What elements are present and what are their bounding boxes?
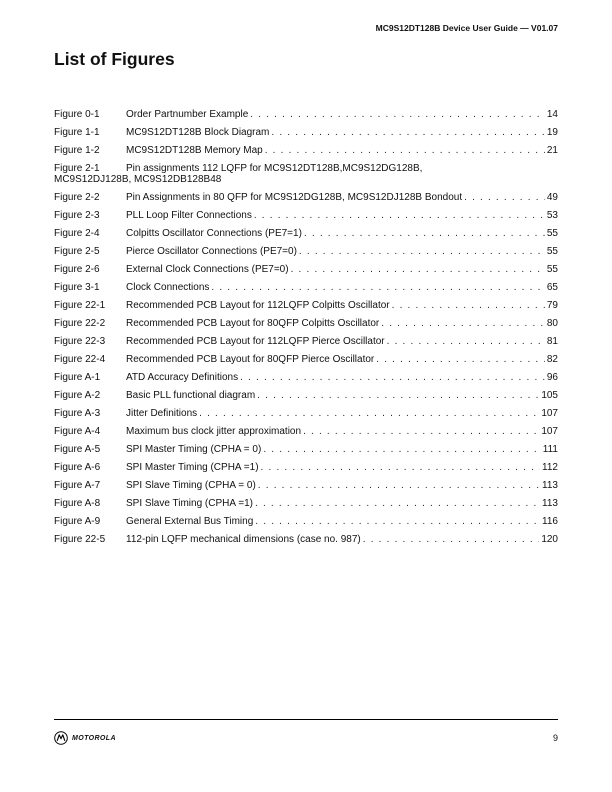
dot-leader [199,408,539,420]
figure-title: Colpitts Oscillator Connections (PE7=1) [126,228,302,239]
figure-page-number: 80 [546,318,558,329]
figure-entry[interactable] [54,372,558,390]
dot-leader [387,336,545,348]
figure-title: Recommended PCB Layout for 80QFP Colpitts Oscillator [126,318,380,329]
footer-logo [54,731,116,745]
figure-entry[interactable] [54,408,558,426]
figure-page-number: 65 [546,282,558,293]
figure-label: Figure 1-2 [54,145,100,156]
figure-entry[interactable] [54,127,558,145]
figure-label: Figure 2-2 [54,192,100,203]
figure-page-number: 107 [541,426,558,437]
figure-page-number: 19 [546,127,558,138]
figure-label: Figure A-9 [54,516,101,527]
motorola-logo-icon [54,731,68,745]
figure-page-number: 116 [542,516,558,527]
dot-leader [363,534,540,546]
figure-page-number: 113 [542,480,558,491]
figure-entry[interactable] [54,534,558,552]
figure-page-number: 105 [541,390,558,401]
dot-leader [265,145,545,157]
dot-leader [304,228,545,240]
figure-title: SPI Slave Timing (CPHA = 0) [126,480,256,491]
dot-leader [258,480,540,492]
figure-entry[interactable] [54,498,558,516]
logo-wordmark: MOTOROLA [72,734,116,742]
figure-page-number: 55 [546,246,558,257]
figure-entry[interactable] [54,390,558,408]
figure-page-number: 111 [542,444,558,455]
figure-title: Clock Connections [126,282,210,293]
figure-label: Figure A-4 [54,426,101,437]
dot-leader [303,426,539,438]
figure-page-number: 55 [546,264,558,275]
figure-page-number: 96 [546,372,558,383]
figure-entry[interactable] [54,426,558,444]
figure-label: Figure A-2 [54,390,101,401]
figure-title: Jitter Definitions [126,408,198,419]
figure-title: Order Partnumber Example [126,109,249,120]
figure-label: Figure 3-1 [54,282,100,293]
figure-label: Figure 22-3 [54,336,106,347]
figure-title: SPI Master Timing (CPHA =1) [126,462,259,473]
figure-entry[interactable] [54,480,558,498]
dot-leader [464,192,545,204]
page-number: 9 [552,733,558,743]
figure-title: MC9S12DT128B Block Diagram [126,127,270,138]
figure-title: MC9S12DT128B Memory Map [126,145,263,156]
figure-title: 112-pin LQFP mechanical dimensions (case no. 987) [126,534,361,545]
figure-label: Figure 0-1 [54,109,100,120]
figure-page-number: 82 [546,354,558,365]
dot-leader [211,282,545,294]
figure-entry[interactable] [54,264,558,282]
running-header: MC9S12DT128B Device User Guide — V01.07 [375,23,558,33]
dot-leader [392,300,545,312]
figure-page-number: 113 [542,498,558,509]
figure-title: Pin Assignments in 80 QFP for MC9S12DG128B, MC9S12DJ128B Bondout [126,192,463,203]
dot-leader [254,210,545,222]
figure-title: Recommended PCB Layout for 112LQFP Pierce Oscillator [126,336,385,347]
figure-entry[interactable] [54,210,558,228]
dot-leader [291,264,545,276]
figure-entry[interactable] [54,192,558,210]
figure-page-number: 53 [546,210,558,221]
figure-entry[interactable] [54,163,558,192]
figure-label: Figure A-3 [54,408,101,419]
figure-page-number: 49 [546,192,558,203]
figure-page-number: 55 [546,228,558,239]
figure-entry[interactable] [54,145,558,163]
footer-divider [54,719,558,720]
figure-title: SPI Master Timing (CPHA = 0) [126,444,262,455]
figure-label: Figure 2-6 [54,264,100,275]
figure-page-number: 120 [541,534,558,545]
figure-label: Figure 1-1 [54,127,100,138]
figure-label: Figure 2-5 [54,246,100,257]
figure-entry[interactable] [54,246,558,264]
figure-title: SPI Slave Timing (CPHA =1) [126,498,253,509]
figure-label: Figure 2-3 [54,210,100,221]
figure-label: Figure 22-2 [54,318,106,329]
figure-page-number: 14 [546,109,558,120]
page-title: List of Figures [54,49,175,69]
figure-label: Figure 2-1 [54,163,100,174]
figure-title: Recommended PCB Layout for 80QFP Pierce Oscillator [126,354,375,365]
figure-label: Figure A-8 [54,498,101,509]
figure-label: Figure 22-5 [54,534,106,545]
figure-page-number: 81 [546,336,558,347]
figure-entry[interactable] [54,462,558,480]
figure-entry[interactable] [54,318,558,336]
figure-label: Figure 2-4 [54,228,100,239]
figure-entry[interactable] [54,300,558,318]
figure-entry[interactable] [54,444,558,462]
figure-page-number: 21 [546,145,558,156]
figure-entry[interactable] [54,228,558,246]
figure-page-number: 107 [541,408,558,419]
dot-leader [263,444,540,456]
figure-label: Figure A-1 [54,372,101,383]
figure-title: Maximum bus clock jitter approximation [126,426,302,437]
dot-leader [261,462,541,474]
dot-leader [240,372,545,384]
figure-title: ATD Accuracy Definitions [126,372,239,383]
figure-label: Figure A-6 [54,462,101,473]
dot-leader [255,498,540,510]
figure-title: Recommended PCB Layout for 112LQFP Colpitts Oscillator [126,300,390,311]
figure-list [54,109,558,552]
dot-leader [381,318,545,330]
figure-page-number: 112 [542,462,558,473]
figure-title-continued: MC9S12DJ128B, MC9S12DB128B48 [54,174,222,185]
figure-entry[interactable] [54,516,558,534]
figure-entry[interactable] [54,336,558,354]
figure-title: Basic PLL functional diagram [126,390,256,401]
figure-entry[interactable] [54,282,558,300]
dot-leader [257,390,539,402]
dot-leader [250,109,545,121]
dot-leader [376,354,545,366]
figure-entry[interactable] [54,354,558,372]
figure-label: Figure A-5 [54,444,101,455]
figure-title: External Clock Connections (PE7=0) [126,264,289,275]
figure-label: Figure 22-1 [54,300,106,311]
figure-page-number: 79 [546,300,558,311]
dot-leader [299,246,545,258]
dot-leader [271,127,544,139]
figure-title: General External Bus Timing [126,516,254,527]
figure-title: PLL Loop Filter Connections [126,210,252,221]
figure-title: Pierce Oscillator Connections (PE7=0) [126,246,297,257]
figure-label: Figure 22-4 [54,354,106,365]
figure-entry[interactable] [54,109,558,127]
dot-leader [255,516,540,528]
figure-title: Pin assignments 112 LQFP for MC9S12DT128B,MC9S12DG128B, [126,163,423,174]
figure-label: Figure A-7 [54,480,101,491]
